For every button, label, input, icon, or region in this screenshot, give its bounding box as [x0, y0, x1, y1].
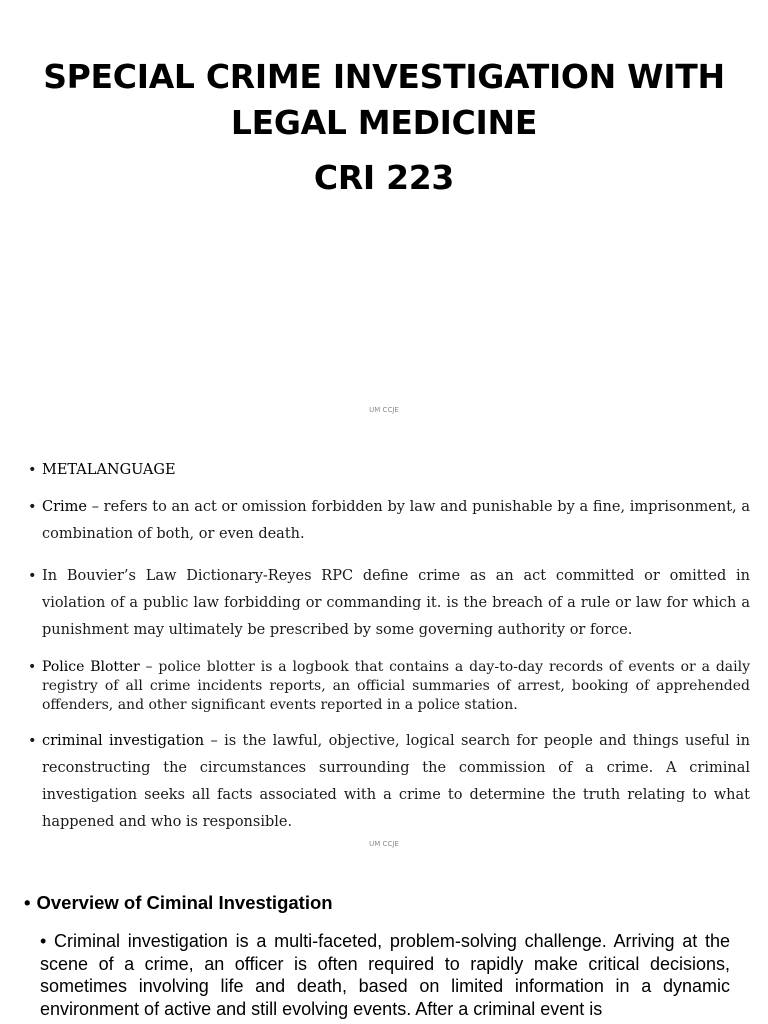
bullet-icon: • — [28, 659, 37, 675]
bullet-item — [28, 457, 750, 484]
bullet-icon: • — [28, 499, 37, 515]
item-text: In Bouvier’s Law Dictionary-Reyes RPC define crime as an act committed or omitted in violation of a public law forbidding or commanding it. is the breach of a rule or law for which a punishment may ultimately be prescribed by some governing authority or force. — [42, 568, 750, 638]
bullet-item — [28, 494, 750, 548]
bullet-item — [28, 658, 750, 715]
item-text: – refers to an act or omission forbidden by law and punishable by a fine, imprisonment, a combination of both, or even death. — [42, 499, 750, 542]
item-term: criminal investigation — [42, 733, 205, 749]
bullet-icon: • — [28, 462, 37, 478]
title-line-2: LEGAL MEDICINE — [230, 103, 538, 142]
metalanguage-slide — [0, 432, 768, 860]
slide-footer: UM CCJE — [369, 840, 399, 848]
title-slide — [0, 0, 768, 430]
bullet-icon: • — [28, 733, 37, 749]
title-line-1: SPECIAL CRIME INVESTIGATION WITH — [43, 57, 725, 96]
item-term: Crime — [42, 499, 87, 515]
bullet-item — [28, 563, 750, 644]
section-heading — [24, 892, 333, 914]
item-term: METALANGUAGE — [42, 462, 176, 478]
overview-paragraph: • Criminal investigation is a multi-faceted, problem-solving challenge. Arriving at the scene of a crime, an officer is often required to rapidly make critical decisions, sometimes involving life and death, based on limited information in a dynamic environment of active and still evolving events. After a criminal event is — [40, 931, 730, 1019]
item-term: Police Blotter — [42, 659, 140, 675]
slide-footer: UM CCJE — [369, 406, 399, 414]
item-text: – is the lawful, objective, logical search for people and things useful in reconstructing the circumstances surrounding the commission of a crime. A criminal investigation seeks all facts associated with a crime to determine the truth relating to what happened and who is responsible. — [42, 733, 751, 830]
bullet-item — [28, 728, 750, 836]
heading-text: Overview of Ciminal Investigation — [36, 892, 333, 913]
bullet-icon: • — [28, 568, 37, 584]
bullet-icon: • — [24, 892, 31, 913]
course-code: CRI 223 — [313, 158, 455, 197]
overview-slide — [0, 862, 768, 1024]
item-text: – police blotter is a logbook that contains a day-to-day records of events or a daily registry of all crime incidents reports, an official summaries of arrest, booking of apprehended offenders, and other significant events reported in a police station. — [42, 659, 750, 713]
